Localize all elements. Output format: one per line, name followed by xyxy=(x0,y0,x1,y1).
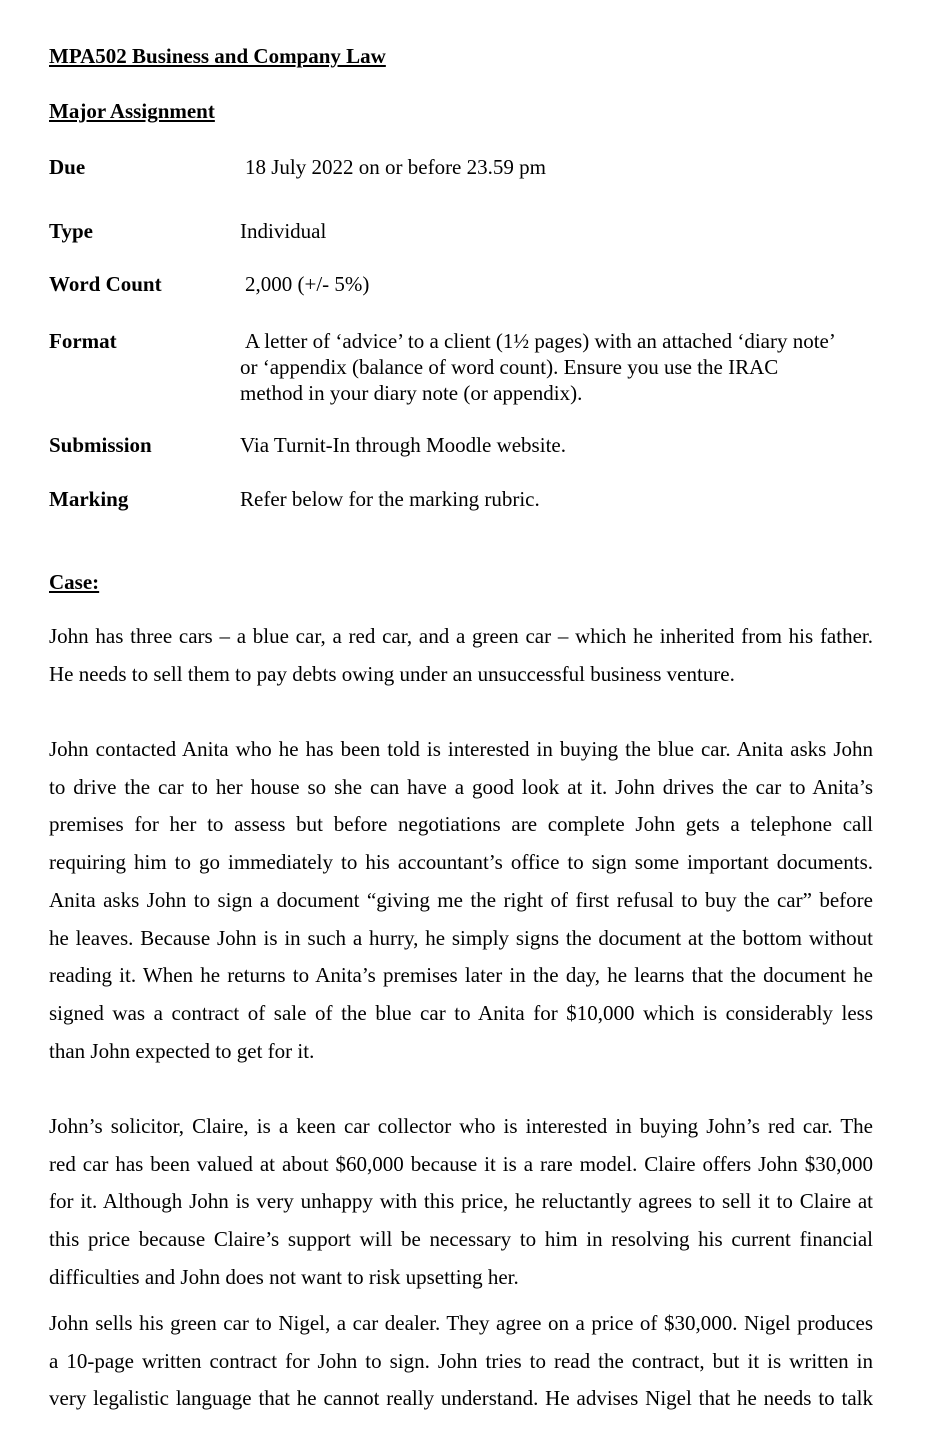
course-title: MPA502 Business and Company Law xyxy=(49,44,386,68)
paragraph-line: premises for her to assess but before negotiations are complete John gets a telephone call xyxy=(49,812,873,837)
format-label: Format xyxy=(49,329,117,353)
paragraph-line: this price because Claire’s support will be necessary to him in resolving his current financial xyxy=(49,1227,873,1252)
assignment-title: Major Assignment xyxy=(49,99,215,123)
marking-value: Refer below for the marking rubric. xyxy=(240,487,540,511)
submission-value: Via Turnit-In through Moodle website. xyxy=(240,433,566,457)
word-count-value: 2,000 (+/- 5%) xyxy=(245,272,370,296)
format-value xyxy=(240,328,880,406)
paragraph-line: than John expected to get for it. xyxy=(49,1038,315,1063)
paragraph-line: to drive the car to her house so she can have a good look at it. John drives the car to Anita’s xyxy=(49,774,873,799)
paragraph-line: requiring him to go immediately to his accountant’s office to sign some important documents. xyxy=(49,850,873,875)
paragraph-line: for it. Although John is very unhappy with this price, he reluctantly agrees to sell it to Claire at xyxy=(49,1189,873,1214)
case-paragraph-2 xyxy=(49,731,873,1070)
type-label: Type xyxy=(49,219,93,243)
paragraph-line: John sells his green car to Nigel, a car dealer. They agree on a price of $30,000. Nigel produces xyxy=(49,1311,873,1335)
submission-label: Submission xyxy=(49,433,152,457)
paragraph-line: reading it. When he returns to Anita’s premises later in the day, he learns that the document he xyxy=(49,963,873,988)
marking-label: Marking xyxy=(49,487,129,511)
case-paragraph-3 xyxy=(49,1108,873,1297)
case-paragraph-1 xyxy=(49,618,873,693)
due-label: Due xyxy=(49,155,86,179)
paragraph-line: John contacted Anita who he has been told is interested in buying the blue car. Anita asks John xyxy=(49,737,873,761)
case-paragraph-4 xyxy=(49,1305,873,1418)
word-count-label: Word Count xyxy=(49,272,162,296)
paragraph-line: signed was a contract of sale of the blue car to Anita for $10,000 which is considerably less xyxy=(49,1000,873,1025)
paragraph-line: John’s solicitor, Claire, is a keen car collector who is interested in buying John’s red car. The xyxy=(49,1114,873,1138)
due-value: 18 July 2022 on or before 23.59 pm xyxy=(245,155,546,179)
paragraph-line: difficulties and John does not want to risk upsetting her. xyxy=(49,1264,519,1289)
format-line: method in your diary note (or appendix). xyxy=(240,381,583,405)
type-value: Individual xyxy=(240,219,327,243)
paragraph-line: John has three cars – a blue car, a red car, and a green car – which he inherited from his father. xyxy=(49,624,873,648)
paragraph-line: a 10-page written contract for John to sign. John tries to read the contract, but it is written in xyxy=(49,1348,873,1373)
paragraph-line: Anita asks John to sign a document “giving me the right of first refusal to buy the car” before xyxy=(49,887,873,912)
case-heading: Case: xyxy=(49,570,100,594)
format-line: A letter of ‘advice’ to a client (1½ pages) with an attached ‘diary note’ xyxy=(245,329,836,353)
paragraph-line: He needs to sell them to pay debts owing under an unsuccessful business venture. xyxy=(49,661,735,686)
paragraph-line: he leaves. Because John is in such a hurry, he simply signs the document at the bottom without xyxy=(49,925,873,950)
paragraph-line: red car has been valued at about $60,000 because it is a rare model. Claire offers John $30,000 xyxy=(49,1151,873,1176)
paragraph-line: very legalistic language that he cannot really understand. He advises Nigel that he needs to talk xyxy=(49,1386,873,1411)
format-line: or ‘appendix (balance of word count). Ensure you use the IRAC xyxy=(240,355,779,379)
